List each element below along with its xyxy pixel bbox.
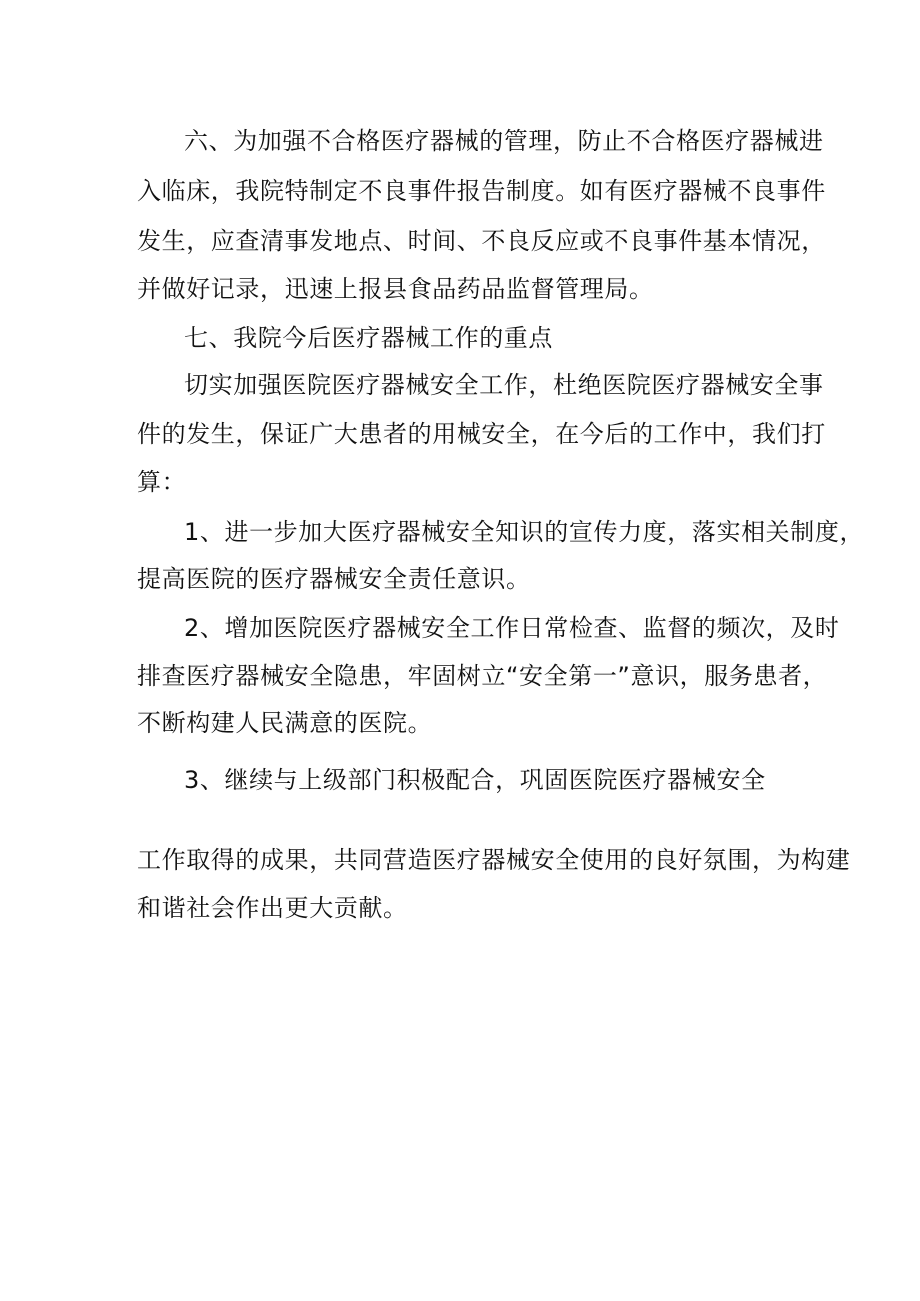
item-3-line-1: 3、继续与上级部门积极配合，巩固医院医疗器械安全	[184, 766, 766, 794]
item-2-line-1: 2、增加医院医疗器械安全工作日常检查、监督的频次，及时	[184, 614, 840, 642]
section-6-line-2: 入临床，我院特制定不良事件报告制度。如有医疗器械不良事件	[137, 177, 826, 205]
item-1-line-2: 提高医院的医疗器械安全责任意识。	[137, 565, 531, 593]
section-7-intro-line-1: 切实加强医院医疗器械安全工作，杜绝医院医疗器械安全事	[184, 371, 824, 399]
item-2-line-3: 不断构建人民满意的医院。	[137, 709, 433, 737]
section-6-line-3: 发生，应查清事发地点、时间、不良反应或不良事件基本情况，	[137, 227, 826, 255]
item-3-continued-line-2: 和谐社会作出更大贡献。	[137, 894, 408, 922]
section-7-heading: 七、我院今后医疗器械工作的重点	[184, 324, 553, 352]
section-6-line-4: 并做好记录，迅速上报县食品药品监督管理局。	[137, 275, 654, 303]
item-3-continued-line-1: 工作取得的成果，共同营造医疗器械安全使用的良好氛围，为构建	[137, 846, 851, 874]
item-2-line-2: 排查医疗器械安全隐患，牢固树立“安全第一”意识，服务患者，	[137, 662, 828, 690]
section-7-intro-line-2: 件的发生，保证广大患者的用械安全，在今后的工作中，我们打	[137, 420, 826, 448]
item-1-line-1: 1、进一步加大医疗器械安全知识的宣传力度，落实相关制度，	[184, 518, 865, 546]
section-7-intro-line-3: 算：	[137, 468, 187, 496]
section-6-line-1: 六、为加强不合格医疗器械的管理，防止不合格医疗器械进	[184, 127, 824, 155]
